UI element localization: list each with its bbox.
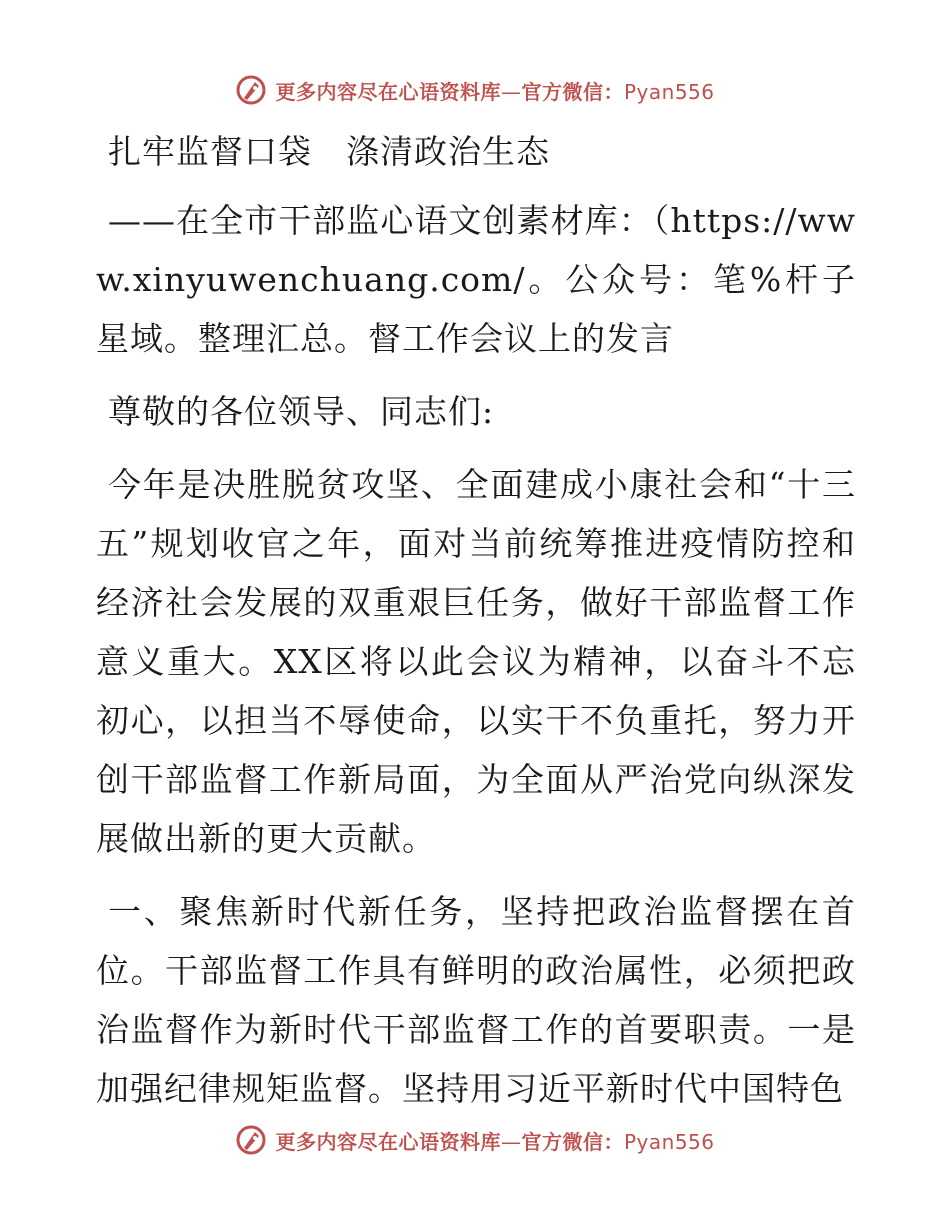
paragraph: 今年是决胜脱贫攻坚、全面建成小康社会和“十三五”规划收官之年，面对当前统筹推进疫情防控和经济社会发展的双重艰巨任务，做好干部监督工作意义重大。XX区将以此会议为精神，以奋斗不忘初心，以担当不辱使命，以实干不负重托，努力开创干部监督工作新局面，为全面从严治党向纵深发展做出新的更大贡献。 (96, 465, 856, 858)
salutation: 尊敬的各位领导、同志们: (108, 392, 495, 431)
paragraph: 一、聚焦新时代新任务，坚持把政治监督摆在首位。干部监督工作具有鲜明的政治属性，必须把政治监督作为新时代干部监督工作的首要职责。一是加强纪律规矩监督。坚持用习近平新时代中国特色 (96, 892, 856, 1108)
pen-nib-logo-icon (235, 1124, 267, 1156)
watermark-banner-bottom (0, 1120, 950, 1160)
document-title: 扎牢监督口袋 涤清政治生态 (108, 132, 550, 171)
pen-nib-logo-icon (235, 74, 267, 106)
document-subtitle: ——在全市干部监心语文创素材库：（https://www.xinyuwenchuang.com/。公众号：笔%杆子星域。整理汇总。督工作会议上的发言 (96, 201, 856, 358)
watermark-text: 更多内容尽在心语资料库—官方微信：Pyan556 (275, 79, 715, 104)
watermark-text: 更多内容尽在心语资料库—官方微信：Pyan556 (275, 1129, 715, 1154)
document-body (96, 122, 856, 1118)
watermark-banner-top (0, 70, 950, 110)
